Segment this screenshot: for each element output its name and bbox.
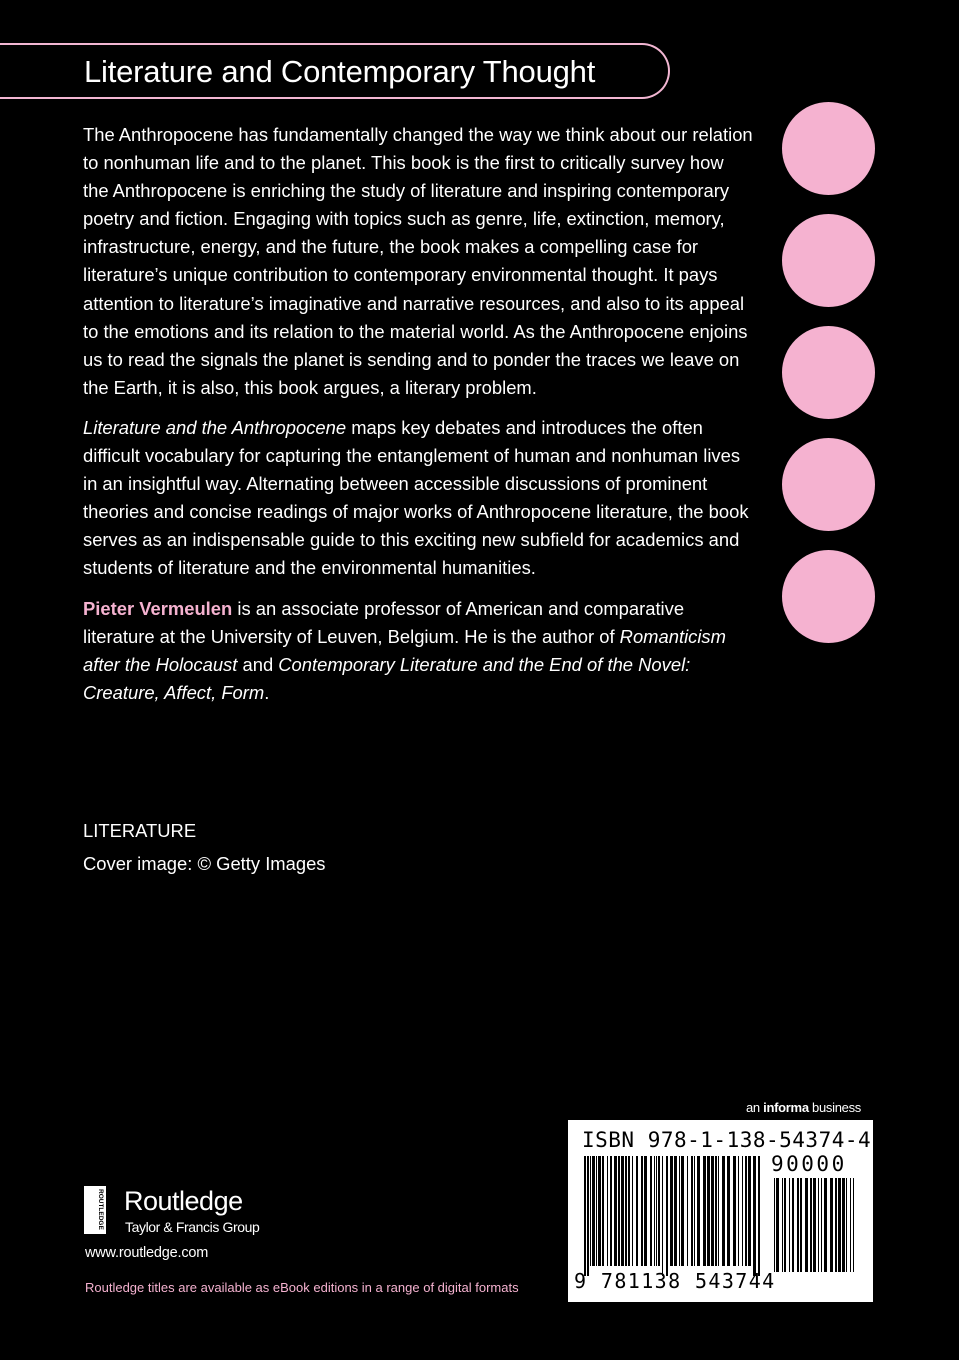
decorative-circle	[782, 550, 875, 643]
barcode-bar	[602, 1156, 604, 1266]
barcode-bar	[738, 1156, 739, 1266]
barcode-bar	[821, 1178, 822, 1272]
barcode-bar	[842, 1178, 845, 1272]
barcode-bar	[782, 1178, 783, 1272]
barcode-bar	[650, 1156, 652, 1266]
publisher-website[interactable]: www.routledge.com	[85, 1245, 209, 1261]
barcode-bar	[628, 1156, 630, 1266]
decorative-circle	[782, 438, 875, 531]
barcode-bar	[824, 1178, 827, 1272]
book-description	[83, 121, 753, 719]
isbn-label: ISBN 978-1-138-54374-4	[582, 1128, 872, 1152]
book-title-italic: Literature and the Anthropocene	[83, 416, 347, 438]
decorative-circle	[782, 326, 875, 419]
informa-brand: informa	[763, 1100, 809, 1115]
barcode-bar	[592, 1156, 595, 1266]
barcode-bar	[846, 1178, 847, 1272]
decorative-circle	[782, 102, 875, 195]
barcode-bar	[733, 1156, 736, 1266]
informa-suffix: business	[808, 1100, 861, 1115]
barcode-bar	[784, 1178, 786, 1272]
barcode-bar	[632, 1156, 633, 1266]
barcode-bar	[658, 1156, 660, 1266]
barcode-bar	[703, 1156, 706, 1266]
barcode-bar	[753, 1156, 756, 1276]
author-book-1: Romanticism after the Holocaust	[83, 625, 726, 675]
barcode-bar	[792, 1178, 794, 1272]
barcode-bar	[644, 1156, 647, 1266]
routledge-mark-text: ROUTLEDGE	[97, 1189, 104, 1230]
barcode-bar	[662, 1156, 663, 1276]
series-title: Literature and Contemporary Thought	[84, 54, 596, 89]
barcode-bar	[654, 1156, 655, 1266]
barcode-bar	[614, 1156, 617, 1266]
barcode-bar	[694, 1156, 695, 1266]
barcode-bar	[598, 1156, 601, 1266]
barcode-bar	[810, 1178, 812, 1272]
barcode-bar	[607, 1156, 608, 1266]
barcode-bar	[691, 1156, 693, 1266]
isbn-barcode	[568, 1120, 873, 1302]
publisher-name: Routledge	[124, 1186, 243, 1216]
barcode-bar	[596, 1156, 597, 1266]
barcode-bar	[722, 1156, 725, 1266]
description-paragraph-2-text: maps key debates and introduces the often difficult vocabulary for capturing the entanglement of human and nonhuman lives in an insightful way. Alternating between accessible discussions of prominent theories and concise readings of major works of Anthropocene literature, the book serves as an indispensable guide to this exciting new subfield for academics and students of literature and the environmental humanities.	[83, 416, 749, 579]
barcode-bar	[742, 1156, 743, 1266]
barcode-bar	[838, 1178, 841, 1272]
barcode-bar	[621, 1156, 624, 1266]
informa-tagline	[746, 1100, 861, 1115]
description-paragraph-1: The Anthropocene has fundamentally changed the way we think about our relation to nonhuman life and to the planet. This book is the first to critically survey how the Anthropocene is enriching the study of literature and inspiring contemporary poetry and fiction. Engaging with topics such as genre, life, extinction, memory, infrastructure, energy, and the future, the book makes a compelling case for literature’s unique contribution to contemporary environmental thought. It pays attention to literature’s imaginative and narrative resources, and also to its appeal to the emotions and its relation to the material world. As the Anthropocene enjoins us to read the signals the planet is sending and to ponder the traces we leave on the Earth, it is also, this book argues, a literary problem.	[83, 124, 753, 398]
barcode-bar	[707, 1156, 710, 1266]
barcode-bar	[797, 1178, 799, 1272]
publisher-group: Taylor & Francis Group	[125, 1219, 260, 1235]
author-book-2: Contemporary Literature and the End of the Novel: Creature, Affect, Form	[83, 653, 691, 703]
barcode-bar	[748, 1156, 751, 1266]
barcode-bar	[656, 1156, 657, 1266]
routledge-mark-icon	[84, 1186, 106, 1234]
barcode-bar	[758, 1156, 760, 1276]
decorative-circle	[782, 214, 875, 307]
barcode-bar	[776, 1178, 779, 1272]
barcode-bar	[800, 1178, 802, 1272]
price-barcode-bars	[774, 1178, 858, 1272]
cover-credit: Cover image: © Getty Images	[83, 853, 326, 874]
barcode-bar	[697, 1156, 700, 1266]
description-paragraph-2	[83, 414, 753, 583]
barcode-bar	[636, 1156, 638, 1266]
barcode-bar	[670, 1156, 673, 1266]
author-bio-and: and	[237, 653, 279, 675]
author-bio-period: .	[264, 681, 270, 703]
barcode-bar	[641, 1156, 643, 1266]
barcode-bar	[745, 1156, 747, 1266]
barcode-bar	[830, 1178, 833, 1272]
barcode-bar	[853, 1178, 854, 1272]
barcode-bar	[625, 1156, 627, 1266]
barcode-bar	[850, 1178, 851, 1272]
barcode-bar	[590, 1156, 591, 1266]
author-bio-text: is an associate professor of American and comparative literature at the University of Leuven, Belgium. He is the author of	[83, 597, 685, 647]
barcode-bar	[715, 1156, 717, 1266]
ean-barcode-bars	[584, 1156, 764, 1276]
ebook-note: Routledge titles are available as eBook editions in a range of digital formats	[85, 1280, 519, 1295]
barcode-bar	[681, 1156, 684, 1266]
barcode-bar	[687, 1156, 688, 1266]
barcode-bar	[774, 1178, 775, 1272]
barcode-bar	[727, 1156, 730, 1266]
barcode-bar	[679, 1156, 680, 1266]
barcode-bar	[618, 1156, 620, 1266]
decorative-circles	[782, 102, 876, 662]
barcode-bar	[584, 1156, 586, 1276]
author-bio	[83, 595, 753, 707]
author-name: Pieter Vermeulen	[83, 597, 233, 619]
barcode-bar	[718, 1156, 719, 1266]
barcode-bar	[818, 1178, 819, 1272]
barcode-bar	[666, 1156, 668, 1276]
barcode-bar	[813, 1178, 816, 1272]
barcode-bar	[587, 1156, 589, 1276]
barcode-bar	[835, 1178, 837, 1272]
barcode-bar	[789, 1178, 790, 1272]
price-code: 90000	[771, 1152, 847, 1176]
barcode-bar	[610, 1156, 612, 1266]
subject-category: LITERATURE	[83, 820, 197, 841]
informa-prefix: an	[746, 1100, 764, 1115]
barcode-bar	[674, 1156, 677, 1266]
barcode-bar	[805, 1178, 808, 1272]
ean-digits: 9 781138 543744	[574, 1269, 776, 1293]
barcode-bar	[711, 1156, 714, 1266]
